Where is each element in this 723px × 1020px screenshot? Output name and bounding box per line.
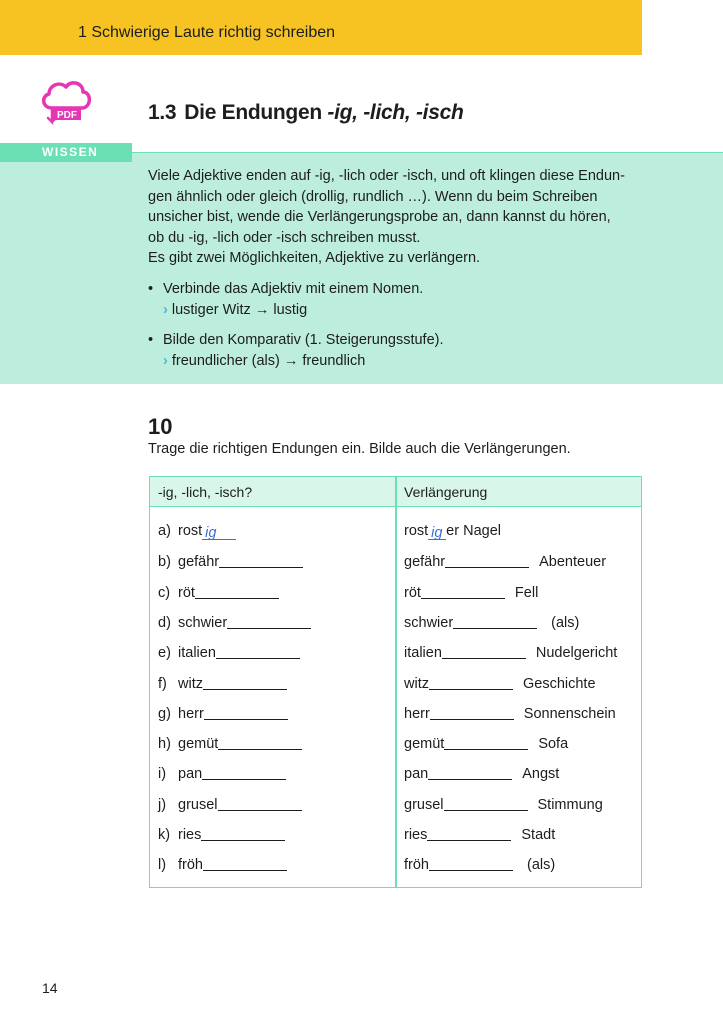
answer-cell-left <box>158 856 287 873</box>
answer-cell-left <box>158 765 286 782</box>
table-row <box>150 856 641 886</box>
noun-or-comparative: Geschichte <box>522 675 596 692</box>
answer-cell-right <box>404 826 555 843</box>
item-letter: a) <box>158 523 171 539</box>
extension-blank[interactable] <box>421 584 505 599</box>
table-row <box>150 553 641 583</box>
example-text: freundlicher (als) → freundlich <box>171 352 366 369</box>
ending-blank[interactable] <box>202 765 286 780</box>
item-letter: c) <box>158 584 171 601</box>
table-row <box>150 644 641 674</box>
word-stem: herr <box>178 705 204 722</box>
chapter-title: 1 Schwierige Laute richtig schreiben <box>78 24 336 41</box>
table-row <box>150 735 641 765</box>
noun-or-comparative: Sofa <box>538 736 569 753</box>
word-stem: röt <box>178 584 195 601</box>
answer-cell-right <box>404 675 596 692</box>
noun-or-comparative: Stadt <box>521 827 556 843</box>
ending-blank[interactable] <box>227 614 311 629</box>
intro-line: unsicher bist, wende die Verlängerungsprobe an, dann kannst du hören, <box>148 209 611 225</box>
intro-line: gen ähnlich oder gleich (drollig, rundlich …). Wenn du beim Schreiben <box>148 188 598 205</box>
noun-or-comparative: (als) <box>551 614 580 631</box>
word-stem: grusel <box>404 796 444 813</box>
table-row <box>150 614 641 644</box>
bullet-dot: • <box>148 281 154 297</box>
section-title-prefix: Die Endungen <box>184 101 328 124</box>
item-letter: b) <box>158 554 171 571</box>
ending-blank[interactable] <box>218 735 302 750</box>
noun-or-comparative: Fell <box>514 584 539 601</box>
pdf-label: PDF <box>57 110 77 121</box>
answer-cell-left <box>158 796 302 813</box>
word-stem: gefähr <box>178 554 220 571</box>
answer-cell-left <box>158 675 287 692</box>
example-text: lustiger Witz → lustig <box>171 301 308 318</box>
answer-cell-right <box>404 523 501 540</box>
word-stem: italien <box>178 645 216 662</box>
item-letter: f) <box>158 675 167 692</box>
answer-cell-left <box>158 705 288 722</box>
answer-cell-right <box>404 614 579 631</box>
word-stem: italien <box>404 645 442 662</box>
chevron-right-icon: › <box>163 301 168 318</box>
extension-blank[interactable] <box>444 735 528 750</box>
noun-or-comparative: Sonnenschein <box>523 705 616 722</box>
table-row <box>150 796 641 826</box>
answer-cell-left <box>158 614 311 631</box>
wissen-intro <box>148 166 648 269</box>
answer-cell-left <box>158 644 300 661</box>
bullet-example <box>148 351 443 372</box>
extension-blank[interactable] <box>442 644 526 659</box>
ending-blank[interactable] <box>203 856 287 871</box>
answer-cell-right <box>404 856 555 873</box>
page-number: 14 <box>42 980 58 996</box>
word-stem: witz <box>404 675 429 692</box>
section-heading <box>148 101 463 125</box>
ending-blank[interactable]: ig <box>202 525 236 540</box>
table-row <box>150 523 641 553</box>
extension-blank[interactable] <box>445 553 529 568</box>
answer-cell-left <box>158 523 236 540</box>
bullet-text: Bilde den Komparativ (1. Steigerungsstufe). <box>163 332 444 348</box>
word-stem: pan <box>404 766 429 783</box>
extension-blank[interactable] <box>429 856 513 871</box>
word-stem: gemüt <box>178 736 219 753</box>
answer-cell-left <box>158 553 303 570</box>
answer-cell-right <box>404 735 568 752</box>
ending-blank[interactable] <box>204 705 288 720</box>
table-row <box>150 584 641 614</box>
ending-blank[interactable] <box>203 675 287 690</box>
word-stem: rost <box>178 523 203 539</box>
intro-line: ob du -ig, -lich oder -isch schreiben musst. <box>148 229 421 246</box>
extension-blank[interactable]: ig <box>428 525 446 540</box>
answer-cell-right <box>404 644 617 661</box>
item-letter: d) <box>158 614 171 631</box>
column-header-endings: -ig, -lich, -isch? <box>158 484 253 500</box>
answer-cell-right <box>404 705 616 722</box>
answer-cell-right <box>404 584 538 601</box>
item-letter: k) <box>158 827 171 843</box>
exercise-instruction: Trage die richtigen Endungen ein. Bilde auch die Verlängerungen. <box>148 441 571 457</box>
chevron-right-icon: › <box>163 352 168 369</box>
answer-cell-right <box>404 553 606 570</box>
word-stem: fröh <box>178 857 203 874</box>
word-stem: witz <box>178 675 203 692</box>
word-stem: ries <box>178 827 202 843</box>
bullet-dot: • <box>148 332 154 348</box>
ending-blank[interactable] <box>219 553 303 568</box>
extension-blank[interactable] <box>430 705 514 720</box>
ending-blank[interactable] <box>218 796 302 811</box>
item-letter: h) <box>158 736 171 753</box>
word-stem: ries <box>404 827 428 843</box>
noun-or-comparative: er Nagel <box>446 523 501 539</box>
wissen-bullet <box>148 279 423 320</box>
ending-blank[interactable] <box>201 826 285 841</box>
answer-cell-right <box>404 796 603 813</box>
extension-blank[interactable] <box>453 614 537 629</box>
answer-cell-left <box>158 826 285 843</box>
item-letter: g) <box>158 705 171 722</box>
ending-blank[interactable] <box>195 584 279 599</box>
exercise-table <box>149 476 642 888</box>
noun-or-comparative: Angst <box>522 766 560 783</box>
table-row <box>150 826 641 856</box>
exercise-number: 10 <box>148 414 173 439</box>
ending-blank[interactable] <box>216 644 300 659</box>
word-stem: gefähr <box>404 554 446 571</box>
item-letter: j) <box>158 796 167 813</box>
wissen-tab: WISSEN <box>0 143 132 162</box>
word-stem: grusel <box>178 796 218 813</box>
column-header-verlaengerung: Verlängerung <box>404 484 488 500</box>
noun-or-comparative: Stimmung <box>537 796 603 813</box>
bullet-text: Verbinde das Adjektiv mit einem Nomen. <box>163 281 424 297</box>
answer-cell-left <box>158 735 302 752</box>
section-title-endings: -ig, -lich, -isch <box>327 101 464 124</box>
word-stem: fröh <box>404 857 429 874</box>
noun-or-comparative: (als) <box>527 857 556 874</box>
word-stem: schwier <box>178 614 228 631</box>
table-row <box>150 675 641 705</box>
word-stem: röt <box>404 584 421 601</box>
extension-blank[interactable] <box>427 826 511 841</box>
noun-or-comparative: Abenteuer <box>539 554 607 571</box>
extension-blank[interactable] <box>428 765 512 780</box>
item-letter: e) <box>158 645 171 662</box>
word-stem: schwier <box>404 614 454 631</box>
answer-cell-left <box>158 584 279 601</box>
intro-line: Es gibt zwei Möglichkeiten, Adjektive zu verlängern. <box>148 250 481 266</box>
word-stem: herr <box>404 705 430 722</box>
extension-blank[interactable] <box>429 675 513 690</box>
answer-cell-right <box>404 765 559 782</box>
word-stem: pan <box>178 766 203 783</box>
table-row <box>150 705 641 735</box>
extension-blank[interactable] <box>444 796 528 811</box>
word-stem: rost <box>404 523 429 539</box>
bullet-example <box>148 300 423 321</box>
word-stem: gemüt <box>404 736 445 753</box>
item-letter: i) <box>158 766 167 783</box>
wissen-bullet <box>148 330 443 371</box>
intro-line: Viele Adjektive enden auf -ig, -lich oder -isch, und oft klingen diese Endun- <box>148 168 625 184</box>
section-number: 1.3 <box>148 101 177 124</box>
noun-or-comparative: Nudelgericht <box>535 645 618 662</box>
item-letter: l) <box>158 857 167 874</box>
table-row <box>150 765 641 795</box>
pdf-download-icon[interactable] <box>38 78 94 128</box>
